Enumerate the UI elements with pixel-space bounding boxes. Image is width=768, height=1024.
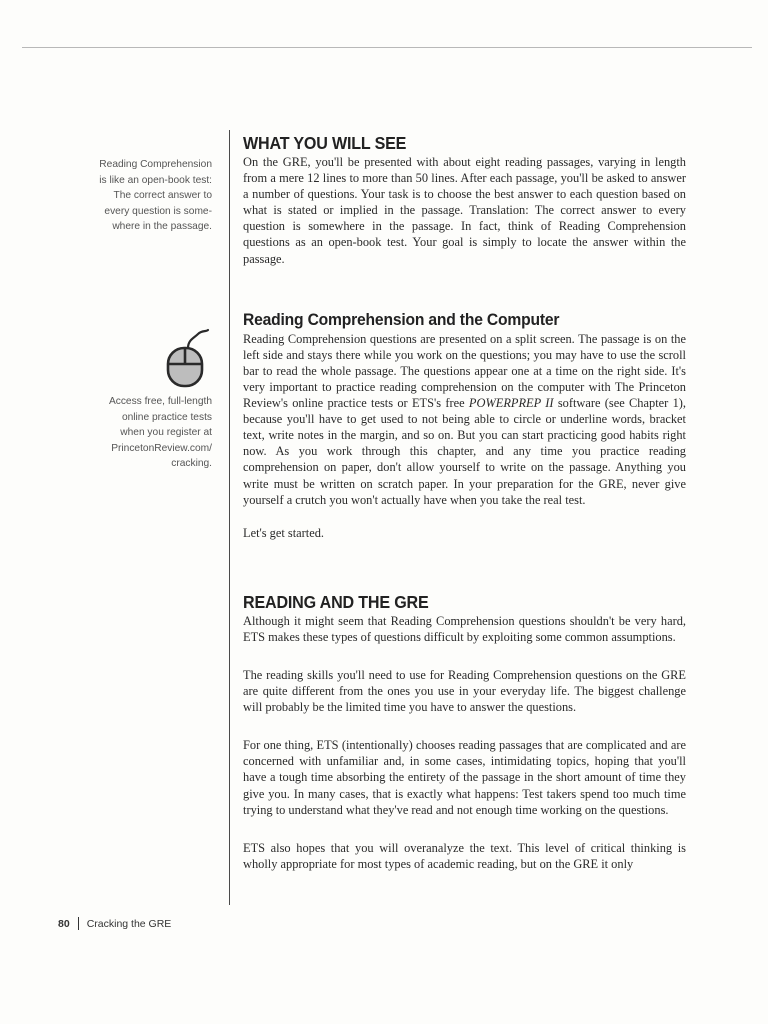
top-rule xyxy=(22,47,752,48)
sidebar-note-open-book xyxy=(72,157,212,235)
paragraph: Let's get started. xyxy=(243,525,325,540)
heading-rc-and-computer: Reading Comprehension and the Computer xyxy=(243,309,560,329)
sidebar-note-line: Access free, full-length xyxy=(108,396,212,407)
sidebar-note-line: PrincetonReview.com/ xyxy=(111,442,212,454)
paragraph: The reading skills you'll need to use for Reading Comprehension questions on the GRE are quite different from the ones you use in your everyday life. The biggest challenge will probably be the limited time you have to answer the questions. xyxy=(243,667,686,715)
sidebar-note-line: Reading Comprehension xyxy=(99,159,212,170)
computer-mouse-icon xyxy=(164,328,212,388)
paragraph-text: Reading Comprehension questions are presented on a split screen. The passage is on the left side and stays there while you work on the questions; you may have to use the scroll bar to read the whole passage. The questions appear one at a time on the right side. It's very important to practice reading comprehension on the computer with The Princeton Review's online practice tests or ETS's free xyxy=(243,331,686,411)
paragraph: For one thing, ETS (intentionally) chooses reading passages that are complicated and are concerned with unfamiliar and, in some cases, intimidating topics, hoping that you'll have a tough time absorbing the entirety of the passage in the short amount of time they give you. In many cases, that is exactly what happens: Test takers spend too much time trying to understand what they've read and not enough time working on the questions. xyxy=(243,738,686,817)
paragraph: On the GRE, you'll be presented with about eight reading passages, varying in length from a mere 12 lines to more than 50 lines. After each passage, you'll be asked to answer a number of questions. Your task is to choose the best answer to each question based on what is stated or implied in the passage. Translation: The correct answer to every question is somewhere in the passage. In fact, think of Reading Comprehension questions as an open-book test. Your goal is simply to locate the answer within the passage. xyxy=(243,155,686,266)
sidebar-note-line: is like an open-book test: xyxy=(99,174,212,186)
sidebar-note-line: cracking. xyxy=(171,458,212,470)
sidebar-note-line: The correct answer to xyxy=(113,190,212,202)
heading-what-you-will-see: WHAT YOU WILL SEE xyxy=(243,133,407,153)
page-number: 80 xyxy=(58,917,70,930)
software-name: POWERPREP II xyxy=(468,396,554,411)
paragraph: ETS also hopes that you will overanalyze the text. This level of critical thinking is wholly appropriate for most types of academic reading, but on the GRE it only xyxy=(243,840,686,871)
footer-divider xyxy=(78,917,79,930)
sidebar-note-line: when you register at xyxy=(120,427,212,439)
paragraph: Although it might seem that Reading Comprehension questions shouldn't be very hard, ETS makes these types of questions difficult by exploiting some common assumptions. xyxy=(243,613,686,644)
sidebar-note-practice-tests xyxy=(72,394,212,472)
main-column xyxy=(243,132,686,872)
sidebar-note-line: where in the passage. xyxy=(112,221,212,233)
paragraph-text: software (see Chapter 1), because you'll have to get used to not being able to circle or underline words, bracket text, write notes in the margin, and so on. But you can start practicing good habits right now. As you work through this chapter, and any time you practice reading comprehension on paper, don't allow yourself to write on the passage. Anything you write must be written on scratch paper. In your preparation for the GRE, never give yourself a crutch you won't actually have when you take the real test. xyxy=(243,396,686,507)
sidebar-note-line: online practice tests xyxy=(121,411,212,423)
heading-reading-and-the-gre: READING AND THE GRE xyxy=(243,591,429,612)
book-title: Cracking the GRE xyxy=(86,917,172,930)
paragraph xyxy=(243,331,686,508)
page-footer xyxy=(58,917,171,930)
column-divider xyxy=(229,130,230,905)
sidebar-note-line: every question is some- xyxy=(104,205,212,217)
